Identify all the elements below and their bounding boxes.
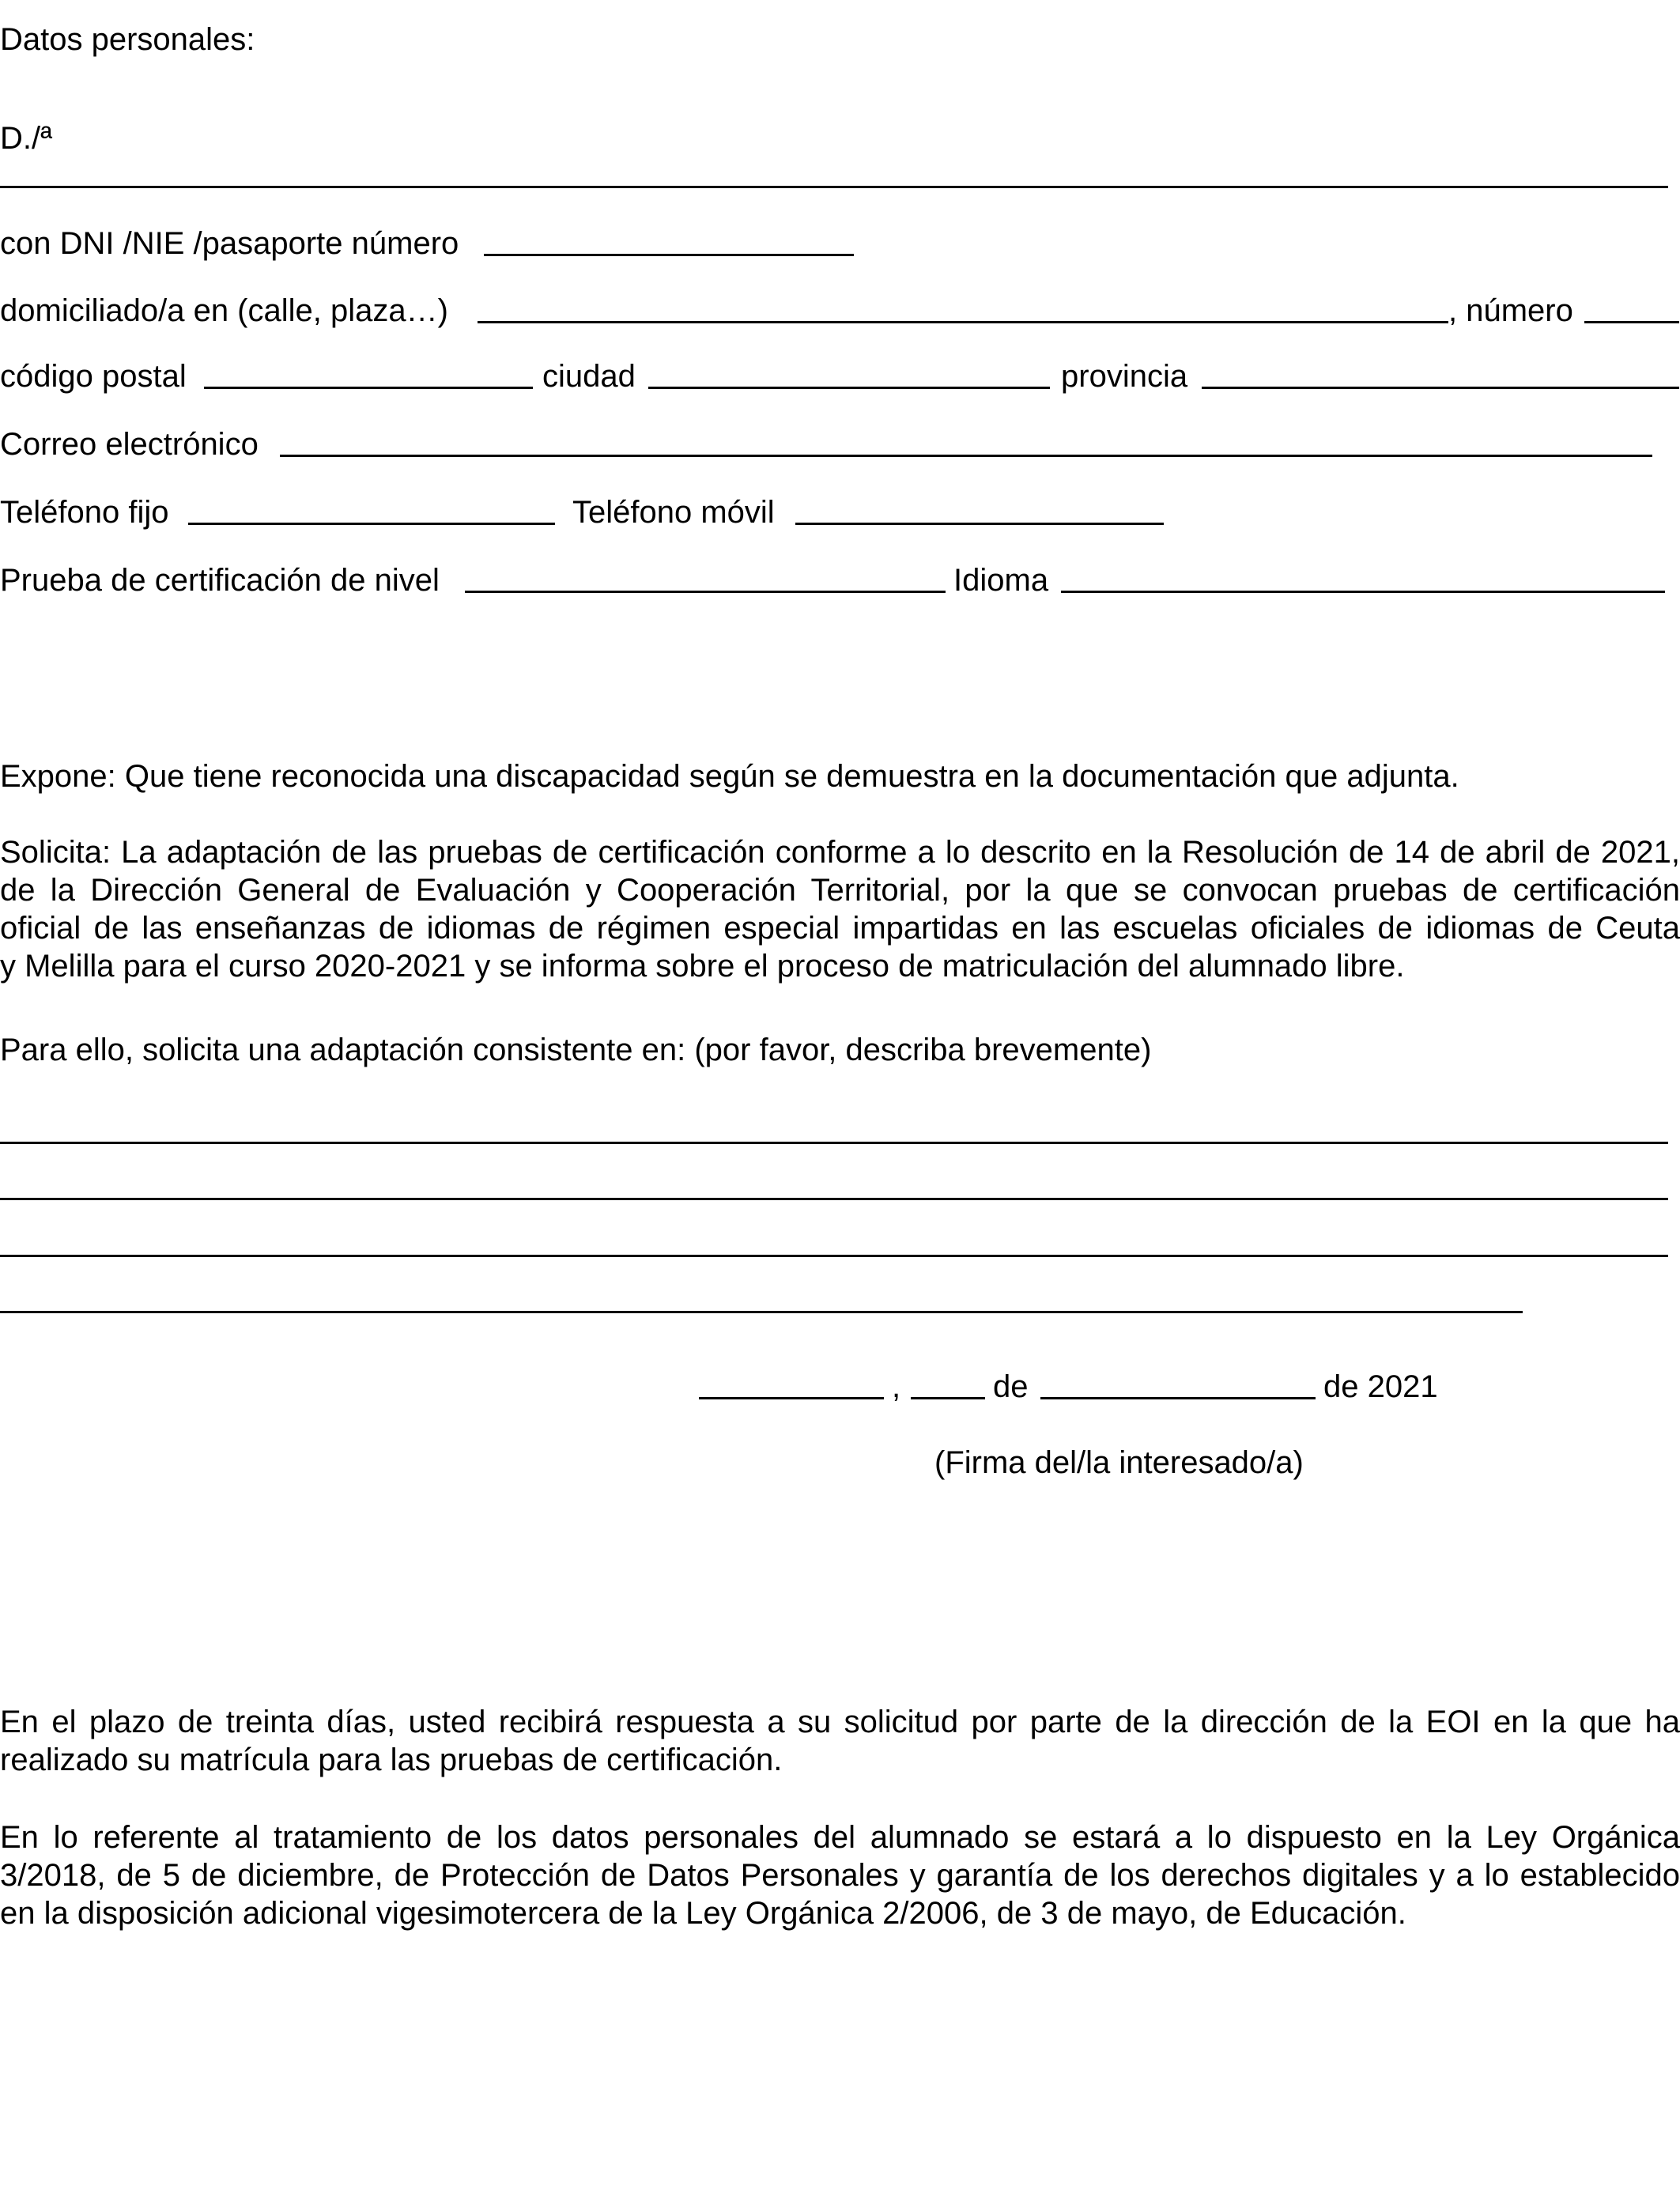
datos-paragraph xyxy=(0,1818,1680,1932)
date-de-label: de xyxy=(993,1369,1029,1404)
landline-label: Teléfono fijo xyxy=(0,495,169,530)
address-label: domiciliado/a en (calle, plaza…) xyxy=(0,293,448,328)
solicita-paragraph xyxy=(0,833,1680,985)
mobile-label: Teléfono móvil xyxy=(572,495,775,530)
name-label: D./ª xyxy=(0,121,52,156)
mobile-field[interactable] xyxy=(795,523,1164,525)
date-comma: , xyxy=(892,1369,901,1404)
description-line[interactable] xyxy=(0,1198,1668,1200)
plazo-line: En el plazo de treinta días, usted recibirá respuesta a su solicitud por parte de la dirección de la EOI en la que ha xyxy=(0,1705,1680,1739)
id-label: con DNI /NIE /pasaporte número xyxy=(0,226,459,261)
para-ello-text: Para ello, solicita una adaptación consistente en: (por favor, describa brevemente) xyxy=(0,1033,1152,1067)
postal-field[interactable] xyxy=(204,387,533,389)
month-field[interactable] xyxy=(1040,1397,1316,1399)
number-label: , número xyxy=(1448,293,1573,328)
solicita-line: Solicita: La adaptación de las pruebas de certificación conforme a lo descrito en la Resolución de 14 de abril de 2021, xyxy=(0,835,1680,870)
solicita-line: oficial de las enseñanzas de idiomas de régimen especial impartidas en las escuelas oficiales de idiomas de Ceuta xyxy=(0,911,1680,946)
datos-line: en la disposición adicional vigesimotercera de la Ley Orgánica 2/2006, de 3 de mayo, de Educación. xyxy=(0,1896,1406,1931)
id-field[interactable] xyxy=(484,254,854,256)
day-field[interactable] xyxy=(911,1397,985,1399)
solicita-line: de la Dirección General de Evaluación y Cooperación Territorial, por la que se convocan pruebas de certificación xyxy=(0,873,1680,908)
section-heading: Datos personales: xyxy=(0,22,255,57)
postal-label: código postal xyxy=(0,359,187,394)
language-label: Idioma xyxy=(953,563,1049,598)
language-field[interactable] xyxy=(1061,591,1665,593)
plazo-paragraph xyxy=(0,1703,1680,1779)
place-field[interactable] xyxy=(699,1397,884,1399)
number-field[interactable] xyxy=(1584,321,1679,323)
solicita-line: y Melilla para el curso 2020-2021 y se informa sobre el proceso de matriculación del alumnado libre. xyxy=(0,949,1405,984)
expone-text: Expone: Que tiene reconocida una discapacidad según se demuestra en la documentación que adjunta. xyxy=(0,759,1459,794)
date-year-label: de 2021 xyxy=(1323,1369,1438,1404)
datos-line: 3/2018, de 5 de diciembre, de Protección de Datos Personales y garantía de los derechos digitales y a lo establecido xyxy=(0,1858,1680,1893)
description-line[interactable] xyxy=(0,1142,1668,1144)
province-label: provincia xyxy=(1061,359,1188,394)
level-label: Prueba de certificación de nivel xyxy=(0,563,440,598)
signature-caption: (Firma del/la interesado/a) xyxy=(934,1445,1304,1480)
description-line[interactable] xyxy=(0,1311,1523,1313)
datos-line: En lo referente al tratamiento de los datos personales del alumnado se estará a lo dispuesto en la Ley Orgánica xyxy=(0,1820,1680,1855)
city-field[interactable] xyxy=(648,387,1050,389)
email-label: Correo electrónico xyxy=(0,427,259,462)
landline-field[interactable] xyxy=(188,523,555,525)
name-field[interactable] xyxy=(0,186,1668,188)
description-line[interactable] xyxy=(0,1255,1668,1257)
city-label: ciudad xyxy=(542,359,636,394)
email-field[interactable] xyxy=(280,455,1652,457)
address-field[interactable] xyxy=(478,321,1448,323)
province-field[interactable] xyxy=(1202,387,1679,389)
level-field[interactable] xyxy=(465,591,946,593)
plazo-line: realizado su matrícula para las pruebas de certificación. xyxy=(0,1743,783,1777)
